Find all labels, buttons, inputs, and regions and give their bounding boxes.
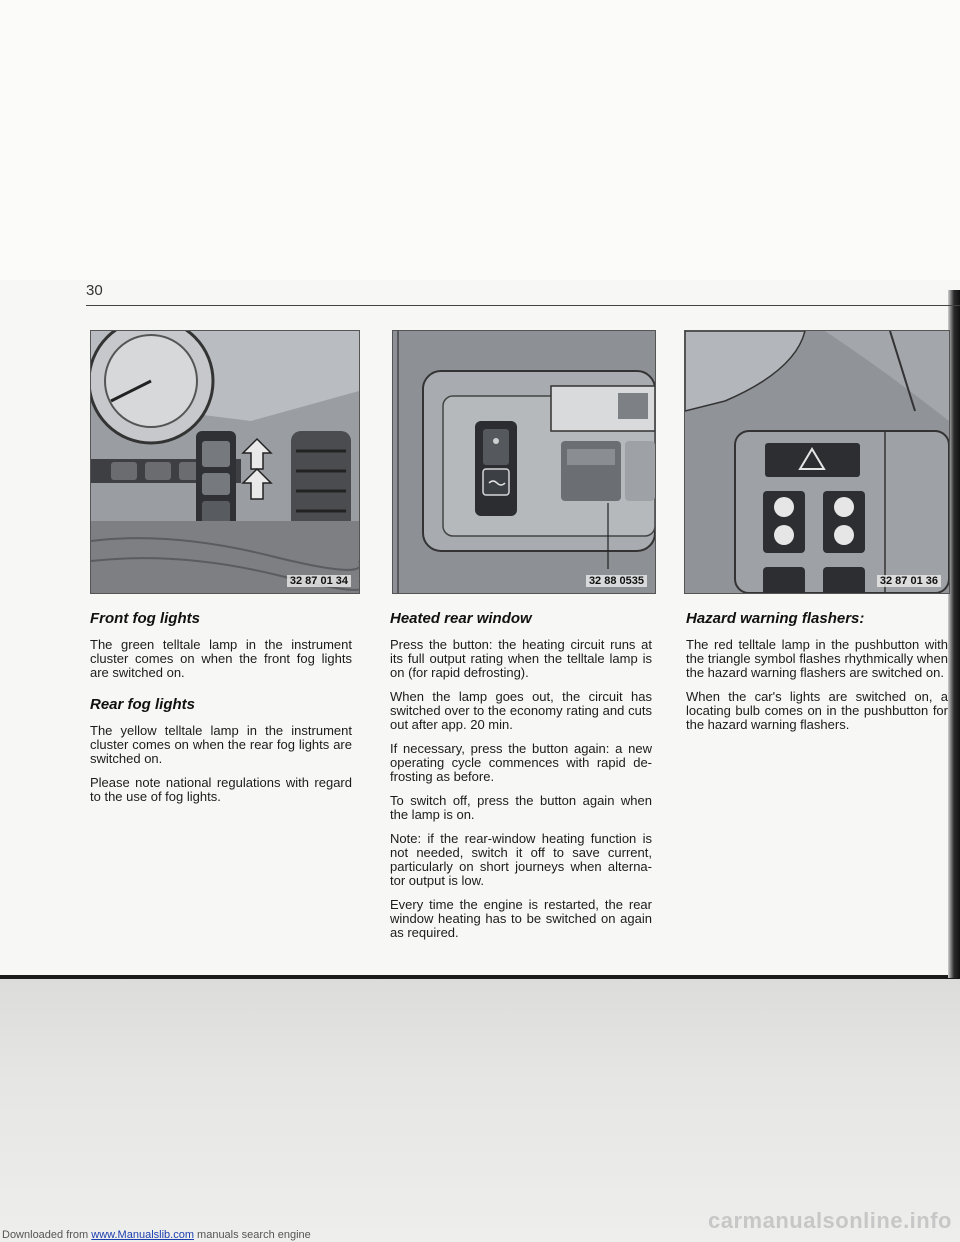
paragraph: The yellow telltale lamp in the instrument cluster comes on when the rear fog lights are switched on. bbox=[90, 723, 352, 766]
paragraph: When the car's lights are switched on, a locating bulb comes on in the pushbutton for the hazard warning flashers. bbox=[686, 689, 948, 732]
header-rule bbox=[86, 305, 960, 306]
paragraph: If necessary, press the button again: a new operating cycle commences with rapid de-frosting as before. bbox=[390, 741, 652, 784]
heading-heated-rear-window: Heated rear window bbox=[390, 610, 532, 627]
rear-window-switch-illustration bbox=[393, 331, 655, 593]
page-number: 30 bbox=[86, 282, 103, 299]
paragraph: To switch off, press the button again when the lamp is on. bbox=[390, 793, 652, 822]
page-bottom-margin bbox=[0, 978, 960, 1242]
figure-code: 32 88 0535 bbox=[586, 575, 647, 587]
source-suffix: manuals search engine bbox=[193, 1229, 311, 1241]
figure-code: 32 87 01 36 bbox=[877, 575, 941, 587]
heading-front-fog-lights: Front fog lights bbox=[90, 610, 200, 627]
column-hazard-warning bbox=[686, 612, 948, 742]
figure-heated-rear-window-button bbox=[392, 330, 656, 594]
paragraph: Please note national regulations with regard to the use of fog lights. bbox=[90, 775, 352, 804]
paragraph: Every time the engine is restarted, the rear window heating has to be switched on again as required. bbox=[390, 897, 652, 940]
heading-hazard-warning-flashers: Hazard warning flashers: bbox=[686, 610, 865, 627]
page-top-margin bbox=[0, 0, 960, 280]
column-heated-rear-window bbox=[390, 612, 652, 950]
fog-switch-illustration bbox=[91, 331, 359, 593]
figure-code: 32 87 01 34 bbox=[287, 575, 351, 587]
paragraph: Press the button: the heating circuit runs at its full output rating when the telltale lamp is on (for rapid defrosting). bbox=[390, 637, 652, 680]
paragraph: When the lamp goes out, the circuit has switched over to the economy rating and cuts out after app. 20 min. bbox=[390, 689, 652, 732]
watermark: carmanualsonline.info bbox=[708, 1208, 952, 1233]
heading-rear-fog-lights: Rear fog lights bbox=[90, 696, 196, 713]
download-source bbox=[2, 1229, 311, 1241]
paragraph: Note: if the rear-window heating function is not needed, switch it off to save current, particularly on short journeys when alterna-tor output is low. bbox=[390, 831, 652, 888]
paragraph: The red telltale lamp in the pushbutton with the triangle symbol flashes rhythmically when the hazard warning flashers are switched on. bbox=[686, 637, 948, 680]
column-fog-lights bbox=[90, 612, 352, 814]
source-prefix: Downloaded from bbox=[2, 1229, 92, 1241]
manualslib-link[interactable]: www.Manualslib.com bbox=[91, 1229, 194, 1241]
figure-hazard-warning-button bbox=[684, 330, 950, 594]
hazard-switch-illustration bbox=[685, 331, 949, 593]
figure-fog-light-switches bbox=[90, 330, 360, 594]
paragraph: The green telltale lamp in the instrument cluster comes on when the front fog lights are switched on. bbox=[90, 637, 352, 680]
page-bottom-edge bbox=[0, 975, 960, 979]
